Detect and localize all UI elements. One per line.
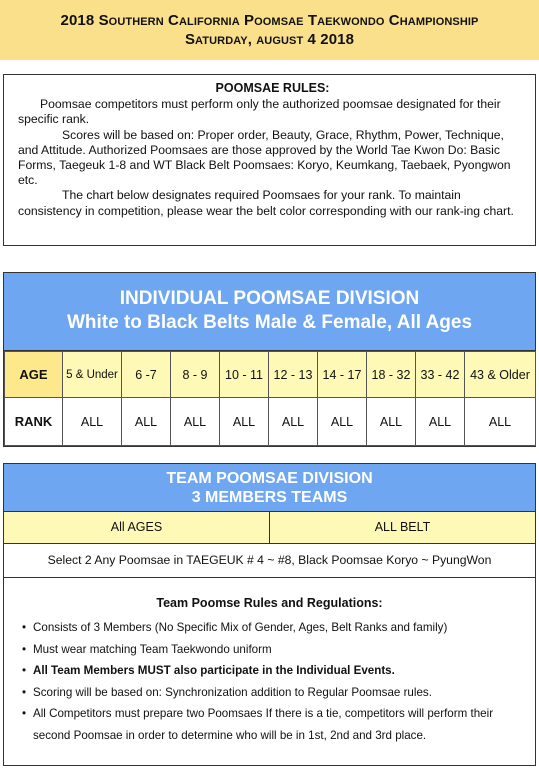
- age-cell: 43 & Older: [465, 352, 536, 398]
- age-cell: 10 - 11: [220, 352, 269, 398]
- championship-date: Saturday, august 4 2018: [184, 31, 355, 48]
- age-cell: 14 - 17: [318, 352, 367, 398]
- team-rules-list: [4, 617, 535, 746]
- rank-row: [5, 398, 536, 446]
- rank-cell: ALL: [63, 398, 122, 446]
- individual-banner: [4, 273, 535, 351]
- team-banner: [4, 464, 535, 512]
- list-item: • All Competitors must prepare two Poomsaes If there is a tie, competitors will perform their second Poomsae in order to determine who will be in 1st, 2nd and 3rd place.: [33, 703, 529, 746]
- age-label: AGE: [5, 352, 63, 398]
- team-eligibility-row: [4, 512, 535, 544]
- rank-cell: ALL: [416, 398, 465, 446]
- rank-cell: ALL: [367, 398, 416, 446]
- team-subtitle: 3 MEMBERS TEAMS: [191, 489, 348, 506]
- team-rules-title: Team Poomse Rules and Regulations:: [156, 596, 383, 610]
- age-cell: 33 - 42: [416, 352, 465, 398]
- rank-cell: ALL: [269, 398, 318, 446]
- list-item: • Must wear matching Team Taekwondo uniform: [33, 639, 529, 661]
- rules-paragraph-1: Poomsae competitors must perform only the authorized poomsae designated for their specific rank.: [18, 97, 501, 127]
- individual-title: INDIVIDUAL POOMSAE DIVISION: [119, 288, 420, 309]
- list-item: • Scoring will be based on: Synchronization addition to Regular Poomsae rules.: [33, 682, 529, 704]
- team-belts: ALL BELT: [374, 520, 431, 534]
- individual-subtitle: White to Black Belts Male & Female, All Ages: [66, 312, 473, 333]
- championship-title: 2018 Southern California Poomsae Taekwondo Championship: [60, 12, 479, 29]
- rules-paragraph-2: Scores will be based on: Proper order, Beauty, Grace, Rhythm, Power, Technique, and Attitude. Authorized Poomsaes are those approved by the World Tae Kwon Do: Basic Forms, Taegeuk 1-8 and WT Black Belt Poomsaes: Koryo, Keumkang, Taebaek, Pyongwon etc.: [18, 127, 511, 188]
- page-header: [0, 0, 539, 60]
- team-ages: All AGES: [4, 512, 270, 543]
- poomsae-rules-box: [3, 74, 536, 246]
- age-rank-table: [4, 351, 536, 446]
- age-row: [5, 352, 536, 398]
- rank-cell: ALL: [122, 398, 171, 446]
- list-item-bold: All Team Members MUST also participate in the Individual Events.: [33, 664, 395, 677]
- age-cell: 18 - 32: [367, 352, 416, 398]
- age-cell: 12 - 13: [269, 352, 318, 398]
- rules-paragraph-3: The chart below designates required Poomsaes for your rank. To maintain consistency in competition, please wear the belt color corresponding with our rank-ing chart.: [18, 188, 514, 218]
- list-item: • Consists of 3 Members (No Specific Mix of Gender, Ages, Belt Ranks and family): [33, 617, 529, 639]
- age-cell: 6 -7: [122, 352, 171, 398]
- age-cell: 5 & Under: [63, 352, 122, 398]
- age-cell: 8 - 9: [171, 352, 220, 398]
- list-item: [33, 660, 529, 682]
- rules-title: POOMSAE RULES:: [215, 81, 330, 95]
- rank-cell: ALL: [318, 398, 367, 446]
- team-division: [3, 463, 536, 766]
- individual-division: [3, 272, 536, 447]
- team-poomsae-selection: Select 2 Any Poomsae in TAEGEUK # 4 ~ #8, Black Poomsae Koryo ~ PyungWon: [4, 544, 535, 578]
- rank-label: RANK: [5, 398, 63, 446]
- rank-cell: ALL: [465, 398, 536, 446]
- rank-cell: ALL: [171, 398, 220, 446]
- rank-cell: ALL: [220, 398, 269, 446]
- team-title: TEAM POOMSAE DIVISION: [166, 470, 373, 487]
